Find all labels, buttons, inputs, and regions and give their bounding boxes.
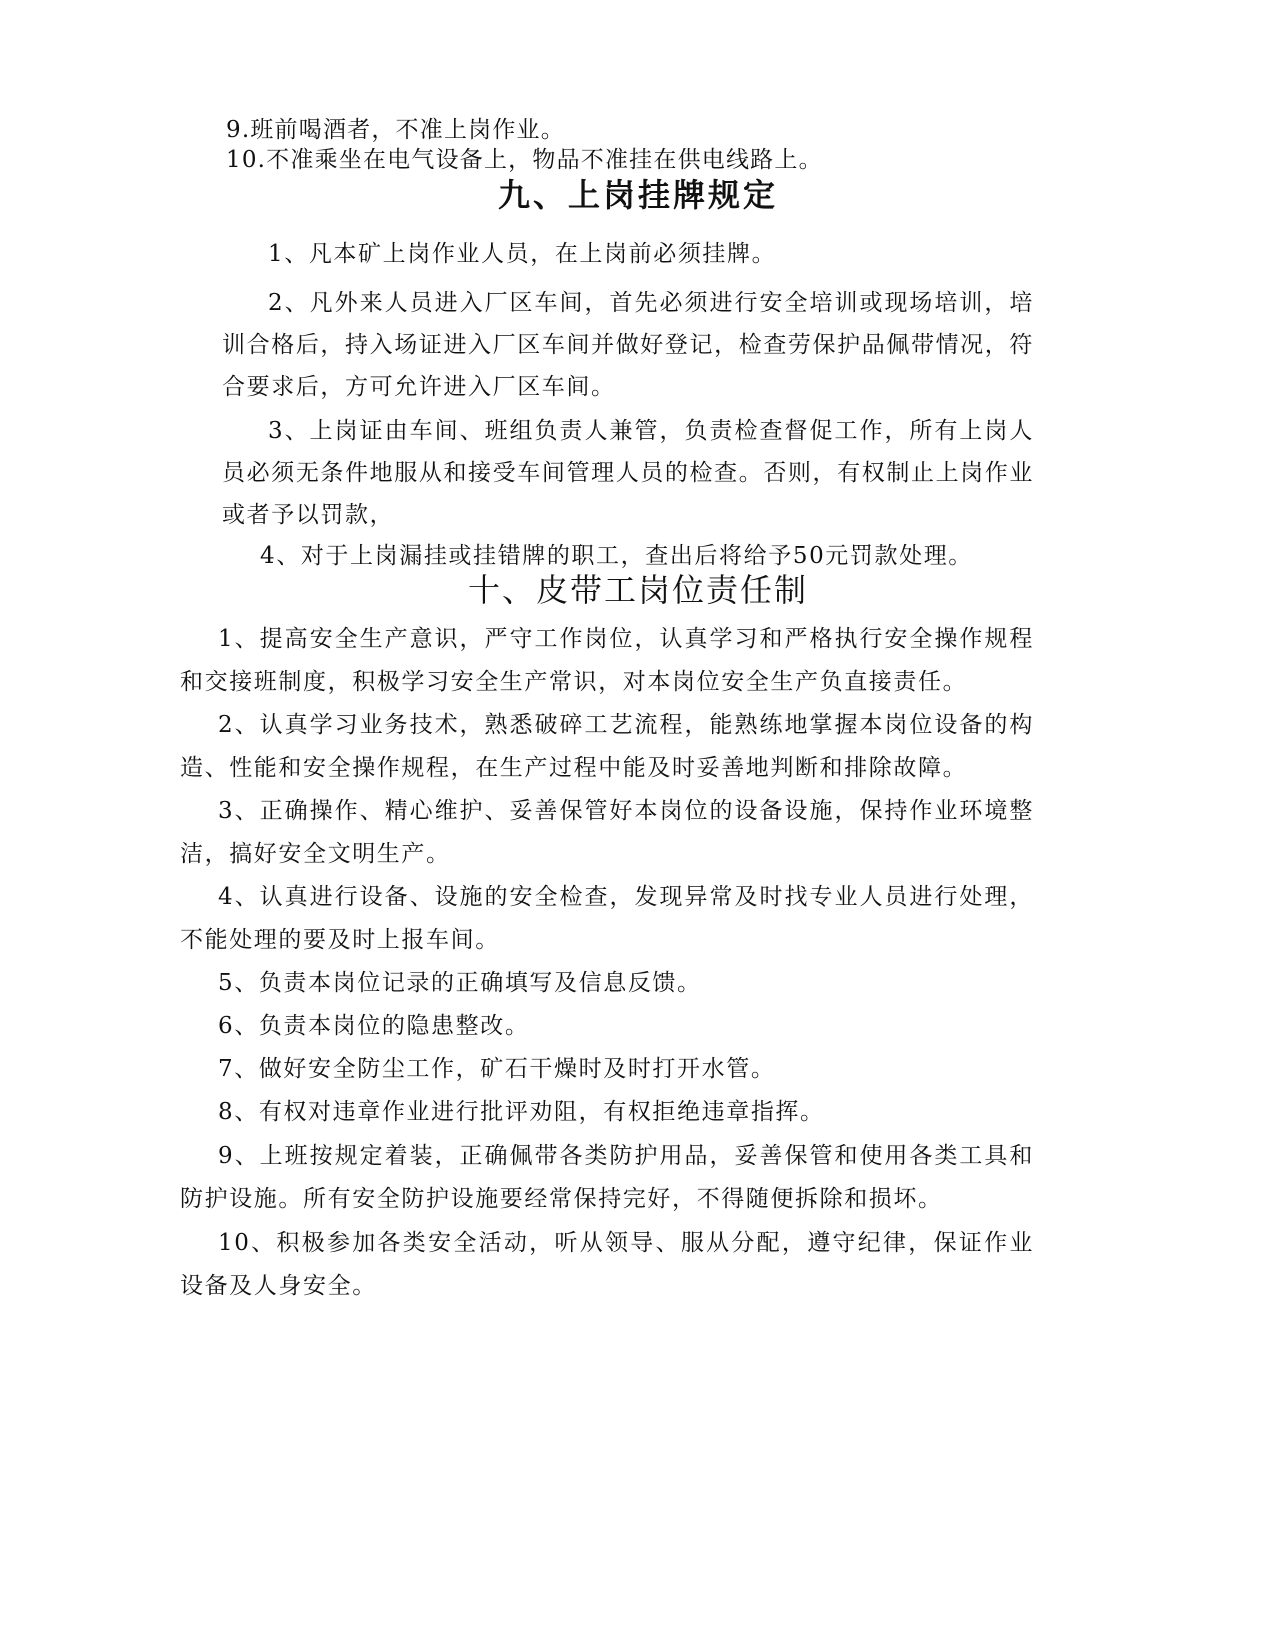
section-ten-item-2: 2、认真学习业务技术，熟悉破碎工艺流程，能熟练地掌握本岗位设备的构造、性能和安全操作规程，在生产过程中能及时妥善地判断和排除故障。 (180, 712, 1034, 781)
section-ten-item-4: 4、认真进行设备、设施的安全检查，发现异常及时找专业人员进行处理，不能处理的要及时上报车间。 (180, 884, 1034, 953)
intro-item-9: 9.班前喝酒者，不准上岗作业。 (226, 117, 565, 143)
section-nine-item-3: 3、上岗证由车间、班组负责人兼管，负责检查督促工作，所有上岗人员必须无条件地服从和接受车间管理人员的检查。否则，有权制止上岗作业或者予以罚款， (222, 418, 1034, 528)
section-ten-item-1: 1、提高安全生产意识，严守工作岗位，认真学习和严格执行安全操作规程和交接班制度，积极学习安全生产常识，对本岗位安全生产负直接责任。 (180, 626, 1034, 695)
section-nine-item-1: 1、凡本矿上岗作业人员，在上岗前必须挂牌。 (268, 241, 777, 267)
section-nine-item-2: 2、凡外来人员进入厂区车间，首先必须进行安全培训或现场培训，培训合格后，持入场证进入厂区车间并做好登记，检查劳保护品佩带情况，符合要求后，方可允许进入厂区车间。 (222, 290, 1034, 400)
section-ten-title: 十、皮带工岗位责任制 (467, 571, 808, 609)
section-nine-title: 九、上岗挂牌规定 (497, 176, 778, 214)
intro-item-10: 10.不准乘坐在电气设备上，物品不准挂在供电线路上。 (226, 147, 823, 173)
section-ten-item-5: 5、负责本岗位记录的正确填写及信息反馈。 (218, 970, 702, 996)
section-ten-item-3: 3、正确操作、精心维护、妥善保管好本岗位的设备设施，保持作业环境整洁，搞好安全文明生产。 (180, 798, 1034, 867)
section-ten-item-8: 8、有权对违章作业进行批评劝阻，有权拒绝违章指挥。 (218, 1099, 825, 1125)
section-nine-item-4: 4、对于上岗漏挂或挂错牌的职工，查出后将给予50元罚款处理。 (260, 543, 973, 569)
section-ten-item-6: 6、负责本岗位的隐患整改。 (218, 1013, 530, 1039)
section-ten-item-7: 7、做好安全防尘工作，矿石干燥时及时打开水管。 (218, 1056, 776, 1082)
section-ten-item-9: 9、上班按规定着装，正确佩带各类防护用品，妥善保管和使用各类工具和防护设施。所有安全防护设施要经常保持完好，不得随便拆除和损坏。 (180, 1143, 1034, 1212)
section-ten-item-10: 10、积极参加各类安全活动，听从领导、服从分配，遵守纪律，保证作业设备及人身安全。 (180, 1230, 1034, 1299)
